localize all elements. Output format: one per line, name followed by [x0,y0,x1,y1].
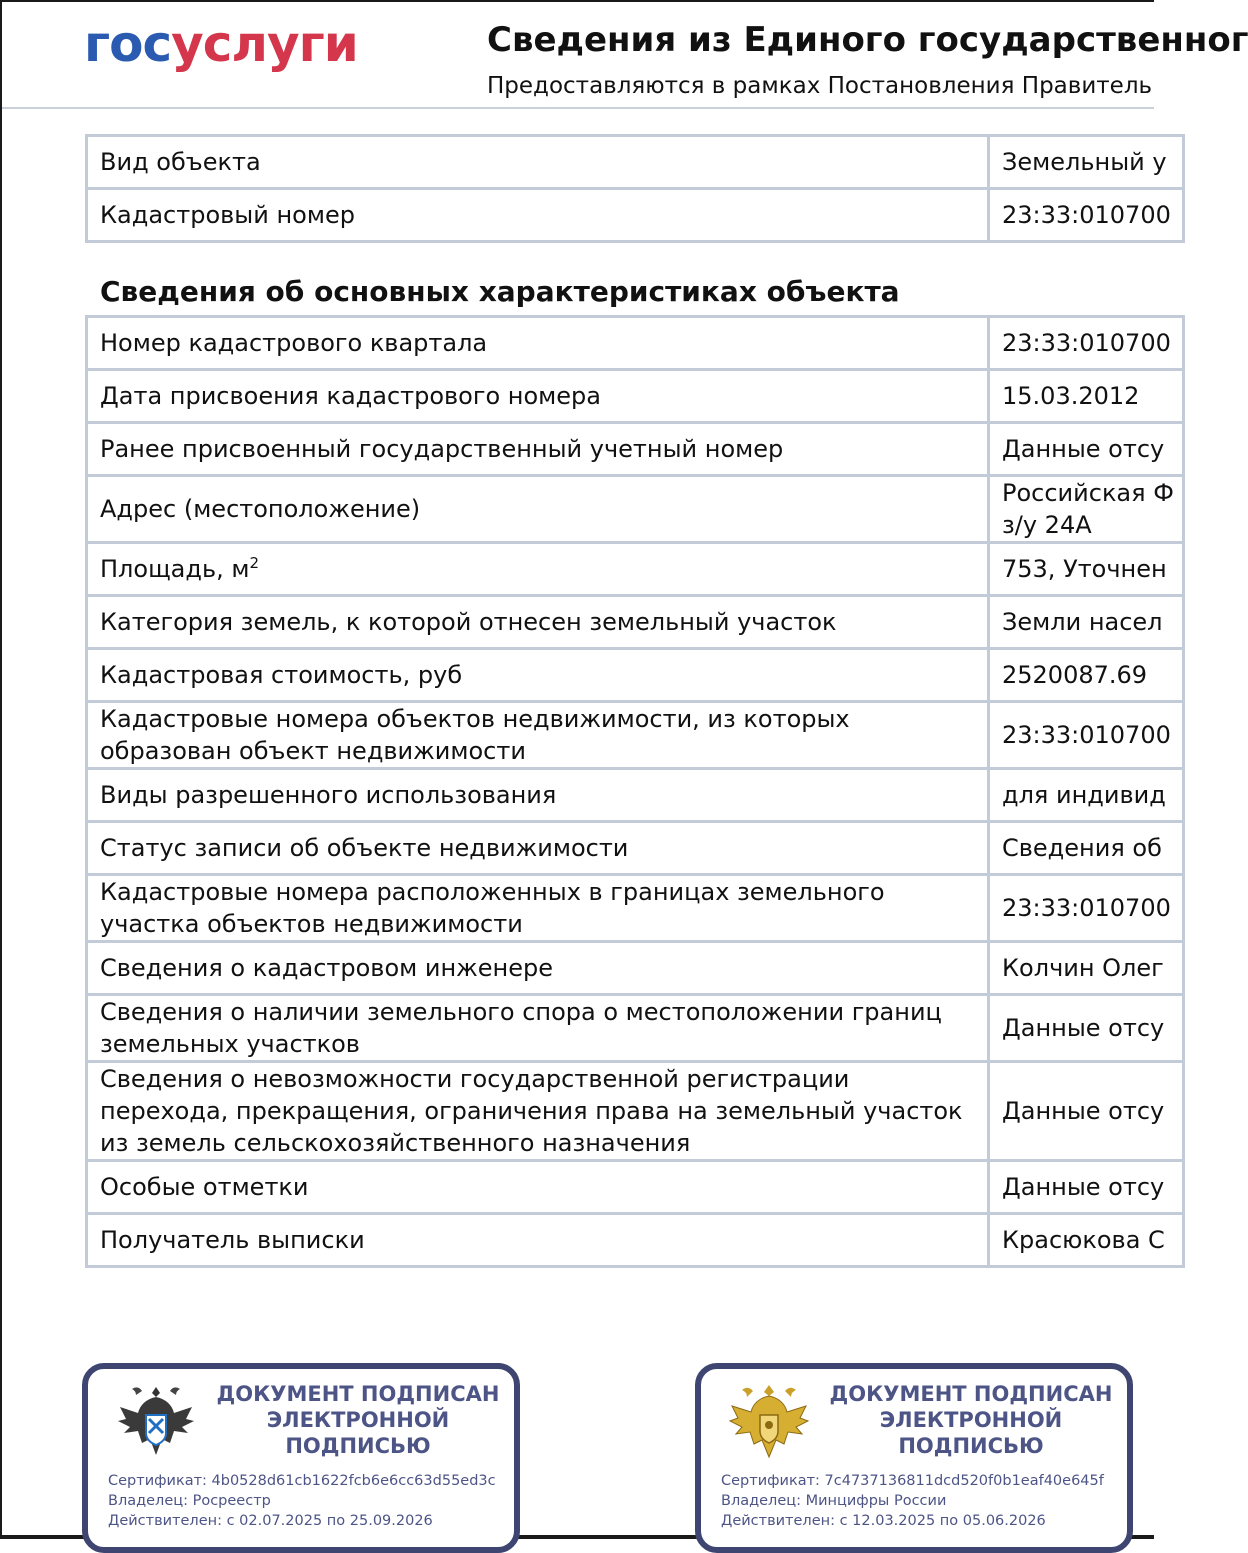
row-label: Дата присвоения кадастрового номера [87,370,989,423]
area-label: Площадь, м [100,555,250,583]
section-title: Сведения об основных характеристиках объекта [100,275,900,308]
table-row [87,875,1184,942]
row-label: Адрес (местоположение) [87,476,989,543]
logo-text-gos: гос [84,15,172,73]
row-value: Сведения об [989,822,1184,875]
row-value: Данные отсу [989,1161,1184,1214]
stamp-certificate: Сертификат: 4b0528d61cb1622fcb6e6cc63d55ed3c [108,1473,496,1489]
row-value: 23:33:010700 [989,189,1184,242]
row-value: Данные отсу [989,423,1184,476]
table-row [87,822,1184,875]
row-value: 23:33:010700 [989,702,1184,769]
e-signature-stamp-mintsifry [695,1363,1133,1553]
table-row [87,596,1184,649]
table-row [87,1161,1184,1214]
row-value: Земли насел [989,596,1184,649]
area-unit-exponent: 2 [249,554,260,572]
table-row [87,370,1184,423]
row-value: 15.03.2012 [989,370,1184,423]
row-label: Виды разрешенного использования [87,769,989,822]
row-label: Статус записи об объекте недвижимости [87,822,989,875]
stamp-title: ДОКУМЕНТ ПОДПИСАН ЭЛЕКТРОННОЙ ПОДПИСЬЮ [216,1382,500,1458]
table-row [87,1062,1184,1161]
table-row [87,189,1184,242]
mintsifry-gold-eagle-emblem-icon [729,1381,809,1463]
row-value: для индивид [989,769,1184,822]
table-row [87,136,1184,189]
gosuslugi-logo [84,14,358,74]
row-label: Сведения о наличии земельного спора о местоположении границ земельных участков [87,995,989,1062]
row-value: Данные отсу [989,995,1184,1062]
table-row [87,942,1184,995]
row-label: Кадастровые номера объектов недвижимости, из которых образован объект недвижимости [87,702,989,769]
row-label: Получатель выписки [87,1214,989,1267]
stamp-title: ДОКУМЕНТ ПОДПИСАН ЭЛЕКТРОННОЙ ПОДПИСЬЮ [829,1382,1113,1458]
row-value: Красюкова С [989,1214,1184,1267]
table-row [87,995,1184,1062]
row-value [989,476,1184,543]
stamp-owner: Владелец: Минцифры России [721,1493,947,1509]
table-row [87,702,1184,769]
row-value: Данные отсу [989,1062,1184,1161]
row-label: Вид объекта [87,136,989,189]
document-subtitle: Предоставляются в рамках Постановления Правитель [487,73,1153,99]
e-signature-stamp-rosreestr [82,1363,520,1553]
row-value: Земельный у [989,136,1184,189]
address-line-2: з/у 24А [1002,511,1092,539]
page-left-border [0,0,2,1539]
row-value: 23:33:010700 [989,317,1184,370]
row-label: Номер кадастрового квартала [87,317,989,370]
row-label: Кадастровые номера расположенных в границах земельного участка объектов недвижимости [87,875,989,942]
row-label: Категория земель, к которой отнесен земельный участок [87,596,989,649]
characteristics-table [85,315,1185,1268]
stamp-owner: Владелец: Росреестр [108,1493,271,1509]
table-row [87,476,1184,543]
stamp-validity: Действителен: с 02.07.2025 по 25.09.2026 [108,1513,433,1529]
row-value: 2520087.69 [989,649,1184,702]
table-row [87,649,1184,702]
header-divider [2,107,1154,109]
object-identity-table [85,134,1185,243]
row-label: Кадастровая стоимость, руб [87,649,989,702]
stamp-validity: Действителен: с 12.03.2025 по 05.06.2026 [721,1513,1046,1529]
page-top-border [0,0,1154,2]
document-title: Сведения из Единого государственног [487,20,1248,60]
table-row [87,543,1184,596]
row-label: Особые отметки [87,1161,989,1214]
stamp-certificate: Сертификат: 7c4737136811dcd520f0b1eaf40e645f [721,1473,1104,1489]
row-label: Ранее присвоенный государственный учетный номер [87,423,989,476]
row-label: Сведения о невозможности государственной регистрации перехода, прекращения, ограничения права на земельный участок из земель сельскохозяйственного назначения [87,1062,989,1161]
rosreestr-eagle-emblem-icon [116,1381,196,1463]
row-value: 753, Уточнен [989,543,1184,596]
row-label: Кадастровый номер [87,189,989,242]
logo-text-uslugi: услуги [171,15,358,73]
table-row [87,769,1184,822]
row-label [87,543,989,596]
address-line-1: Российская Ф [1002,479,1174,507]
row-value: Колчин Олег [989,942,1184,995]
table-row [87,423,1184,476]
row-label: Сведения о кадастровом инженере [87,942,989,995]
table-row [87,1214,1184,1267]
table-row [87,317,1184,370]
row-value: 23:33:010700 [989,875,1184,942]
